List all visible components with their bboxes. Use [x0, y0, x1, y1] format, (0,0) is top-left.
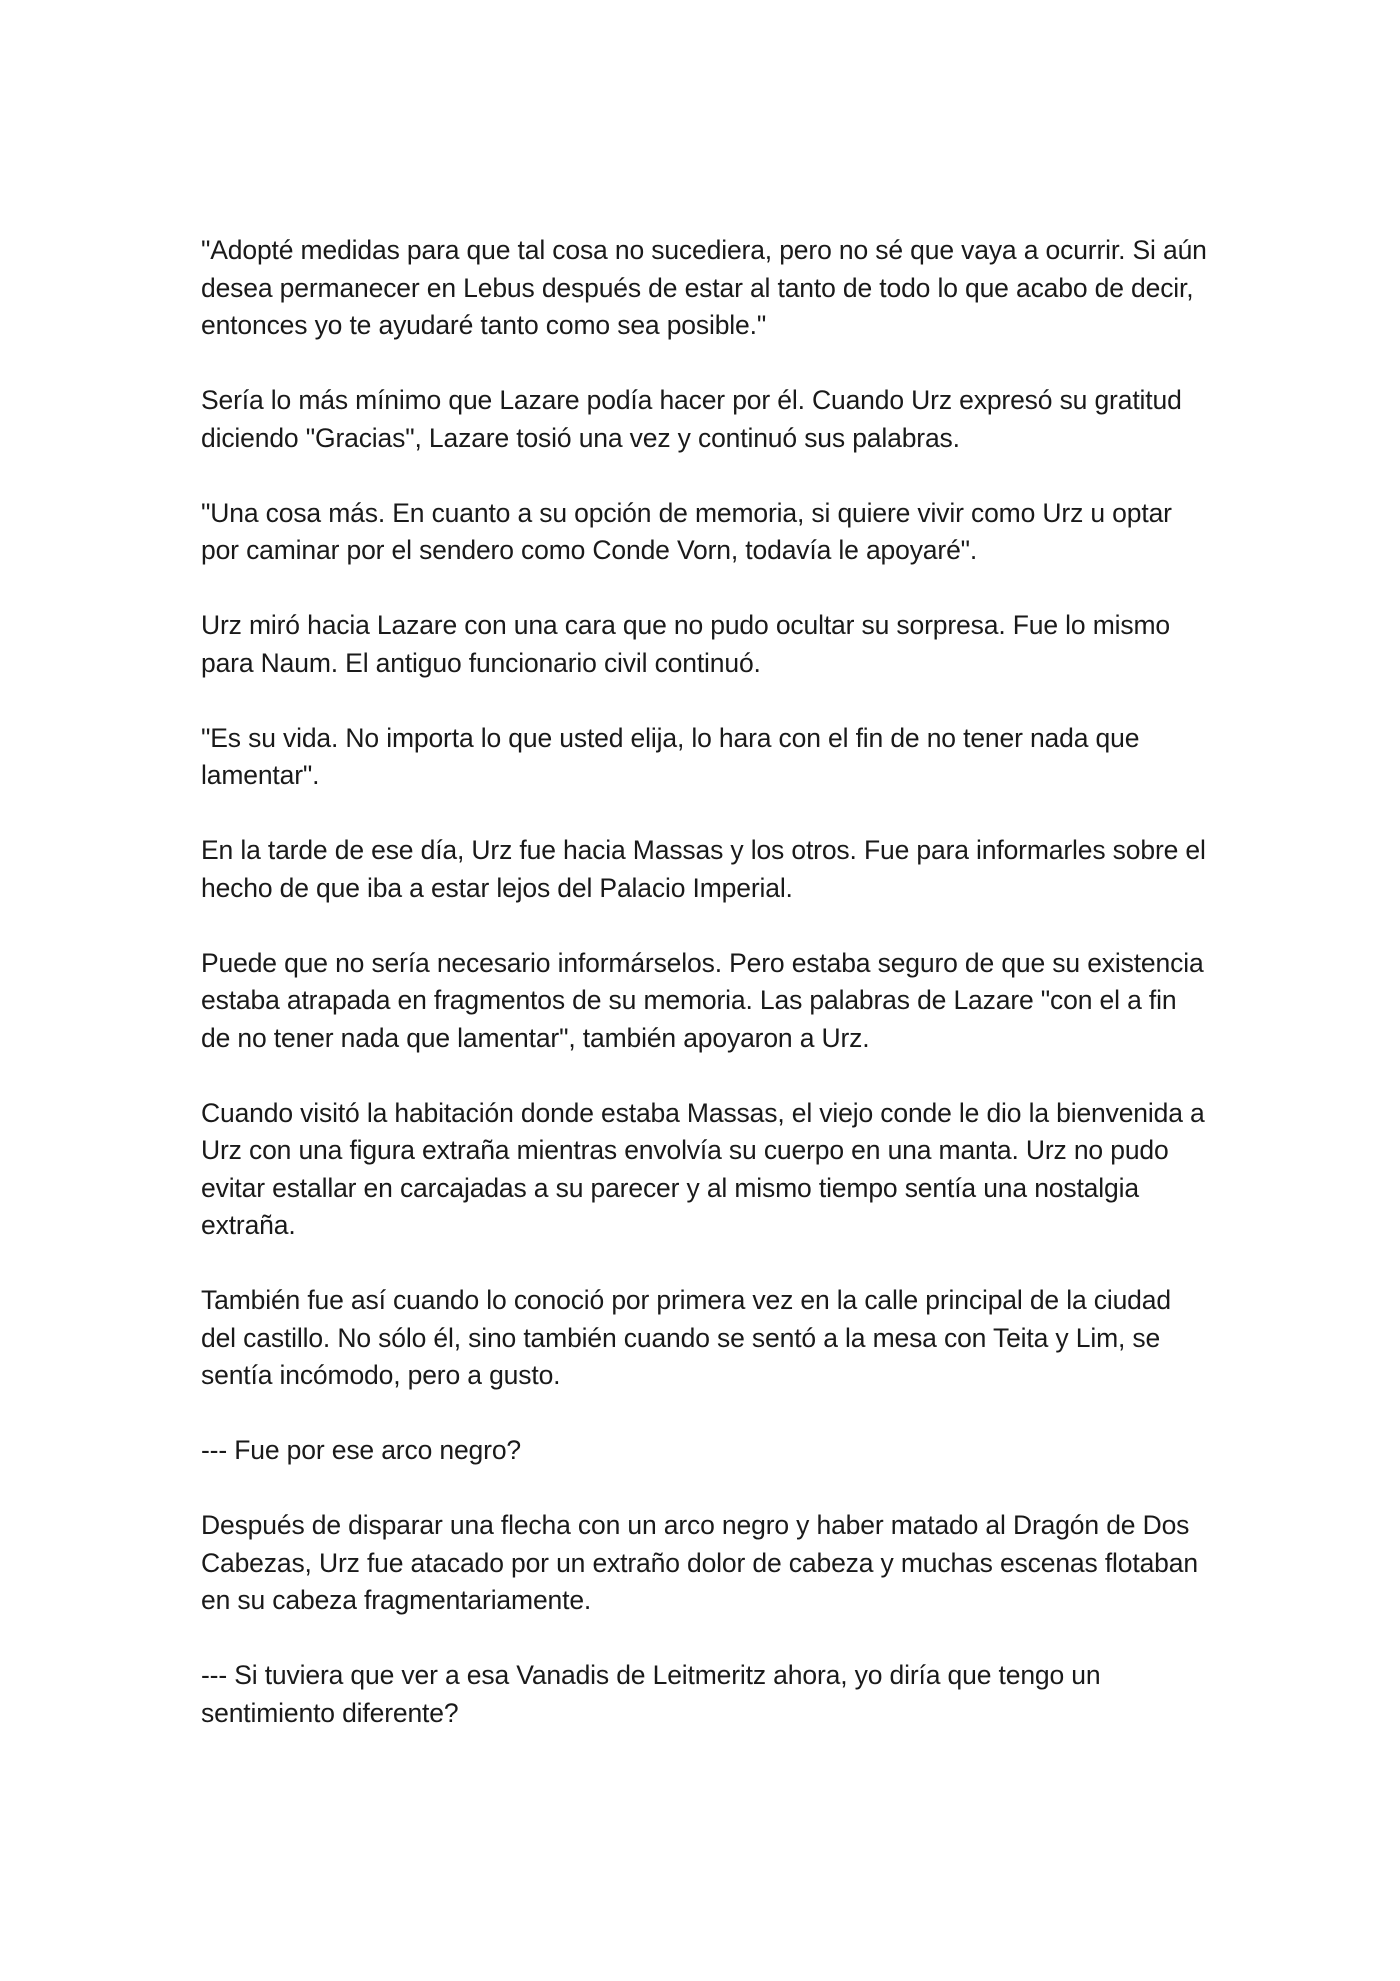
document-body — [201, 232, 1211, 1770]
paragraph: Sería lo más mínimo que Lazare podía hacer por él. Cuando Urz expresó su gratitud diciendo "Gracias", Lazare tosió una vez y continuó sus palabras. — [201, 385, 1182, 453]
paragraph: Después de disparar una flecha con un arco negro y haber matado al Dragón de Dos Cabezas, Urz fue atacado por un extraño dolor de cabeza y muchas escenas flotaban en su cabeza fragmentariamente. — [201, 1510, 1198, 1615]
paragraph: "Es su vida. No importa lo que usted elija, lo hara con el fin de no tener nada que lamentar". — [201, 722, 1140, 790]
paragraph: --- Si tuviera que ver a esa Vanadis de Leitmeritz ahora, yo diría que tengo un sentimiento diferente? — [201, 1660, 1101, 1728]
paragraph: Puede que no sería necesario informárselos. Pero estaba seguro de que su existencia estaba atrapada en fragmentos de su memoria. Las palabras de Lazare "con el a fin de no tener nada que lamentar", también apoyaron a Urz. — [201, 947, 1204, 1053]
paragraph: Cuando visitó la habitación donde estaba Massas, el viejo conde le dio la bienvenida a Urz con una figura extraña mientras envolvía su cuerpo en una manta. Urz no pudo evitar estallar en carcajadas a su parecer y al mismo tiempo sentía una nostalgia extraña. — [201, 1097, 1205, 1240]
paragraph: "Una cosa más. En cuanto a su opción de memoria, si quiere vivir como Urz u optar por caminar por el sendero como Conde Vorn, todavía le apoyaré". — [201, 497, 1172, 565]
paragraph: En la tarde de ese día, Urz fue hacia Massas y los otros. Fue para informarles sobre el hecho de que iba a estar lejos del Palacio Imperial. — [201, 835, 1206, 903]
paragraph: "Adopté medidas para que tal cosa no sucediera, pero no sé que vaya a ocurrir. Si aún desea permanecer en Lebus después de estar al tanto de todo lo que acabo de decir, entonces yo te ayudaré tanto como sea posible." — [201, 235, 1207, 340]
paragraph: También fue así cuando lo conoció por primera vez en la calle principal de la ciudad del castillo. No sólo él, sino también cuando se sentó a la mesa con Teita y Lim, se sentía incómodo, pero a gusto. — [201, 1285, 1171, 1390]
paragraph: Urz miró hacia Lazare con una cara que no pudo ocultar su sorpresa. Fue lo mismo para Naum. El antiguo funcionario civil continuó. — [201, 610, 1170, 678]
paragraph: --- Fue por ese arco negro? — [201, 1435, 521, 1465]
